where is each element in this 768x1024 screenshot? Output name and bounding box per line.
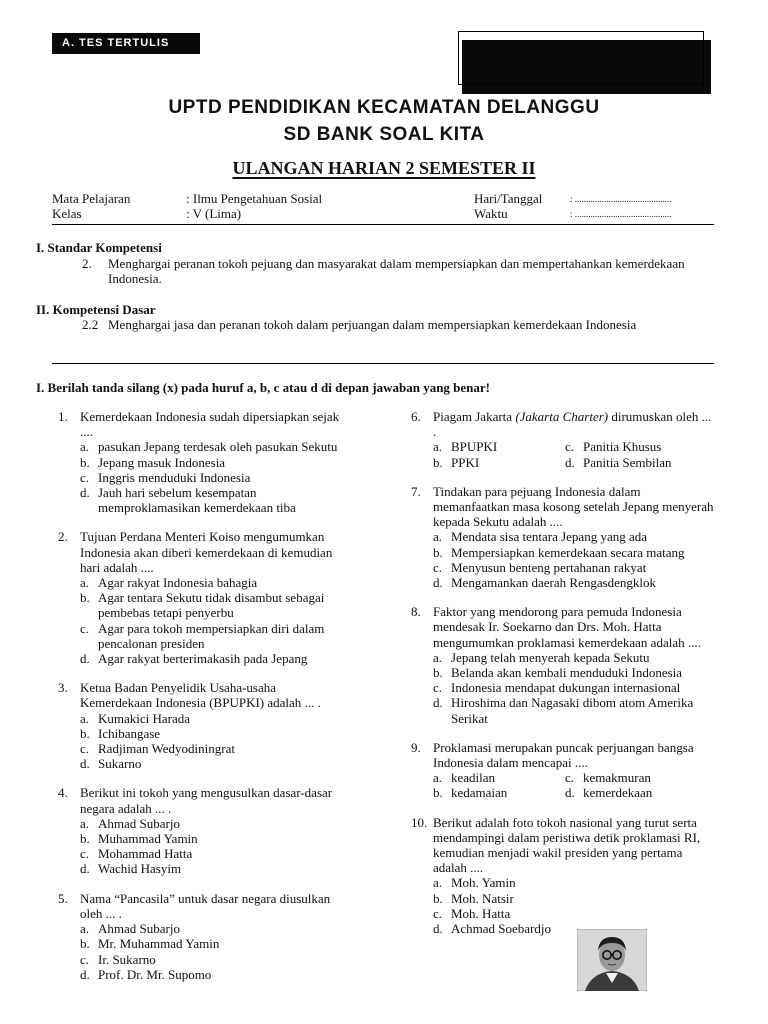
- option-d[interactable]: d. Panitia Sembilan: [565, 454, 672, 470]
- option-a[interactable]: a. keadilan: [433, 770, 496, 786]
- option-b[interactable]: b. Jepang masuk Indonesia: [80, 454, 226, 470]
- question-8: 8. Faktor yang mendorong para pemuda Indonesia mendesak Ir. Soekarno dan Drs. Moh. Hatta mengumumkan proklamasi kemerdekaan adalah .... a. Jepang telah menyerah kepada Sekutu b. Belanda akan kembali menduduki Indonesia c. Indonesia mendapat dukungan internasional d. Hiroshima dan Nagasaki dibom atom Amerika Serikat: [411, 604, 717, 726]
- divider-top: [52, 224, 714, 225]
- standar-heading: I. Standar Kompetensi: [36, 240, 162, 255]
- option-b[interactable]: b. Ichibangase: [80, 725, 161, 741]
- option-a[interactable]: a. BPUPKI: [433, 439, 498, 455]
- option-c[interactable]: c. Moh. Hatta: [433, 905, 511, 921]
- question-2: 2. Tujuan Perdana Menteri Koiso mengumumkan Indonesia akan diberi kemerdekaan di kemudian hari adalah .... a. Agar rakyat Indonesia bahagia b. Agar tentara Sekutu tidak disambut sebagai pembebas tetapi penyerbu c. Agar para tokoh mempersiapkan diri dalam pencalonan presiden d. Agar rakyat berterimakasih pada Jepang: [58, 529, 348, 666]
- option-c[interactable]: c. Menyusun benteng pertahanan rakyat: [433, 559, 647, 575]
- time-label: Waktu: [474, 206, 508, 221]
- option-c[interactable]: c. Ir. Sukarno: [80, 951, 156, 967]
- day-label: Hari/Tanggal: [474, 191, 543, 206]
- option-b[interactable]: b. kedamaian: [433, 785, 508, 801]
- option-b[interactable]: b. Muhammad Yamin: [80, 831, 198, 847]
- exam-title: ULANGAN HARIAN 2 SEMESTER II: [232, 158, 536, 178]
- standar-num: 2.: [82, 256, 92, 271]
- question-5: 5. Nama “Pancasila” untuk dasar negara diusulkan oleh ... . a. Ahmad Subarjo b. Mr. Muhammad Yamin c. Ir. Sukarno d. Prof. Dr. Mr. Supomo: [58, 891, 348, 982]
- option-b[interactable]: b. Mempersiapkan kemerdekaan secara matang: [433, 544, 685, 560]
- option-a[interactable]: a. Moh. Yamin: [433, 875, 516, 891]
- black-box-outline: [458, 31, 704, 85]
- option-c[interactable]: c. Mohammad Hatta: [80, 846, 193, 862]
- questions-right-column: [411, 409, 717, 950]
- option-a[interactable]: a. Ahmad Subarjo: [80, 921, 180, 937]
- kompetensi-heading: II. Kompetensi Dasar: [36, 302, 156, 317]
- section-tag: A. TES TERTULIS: [52, 33, 200, 54]
- option-d[interactable]: d. Jauh hari sebelum kesempatan memproklamasikan kemerdekaan tiba: [80, 485, 296, 516]
- question-4: 4. Berikut ini tokoh yang mengusulkan dasar-dasar negara adalah ... . a. Ahmad Subarjo b. Muhammad Yamin c. Mohammad Hatta d. Wachid Hasyim: [58, 785, 348, 876]
- option-d[interactable]: d. Sukarno: [80, 756, 142, 772]
- option-b[interactable]: b. PPKI: [433, 454, 480, 470]
- header-line1: UPTD PENDIDIKAN KECAMATAN DELANGGU: [168, 97, 600, 118]
- subject-label: Mata Pelajaran: [52, 191, 131, 206]
- option-a[interactable]: a. Ahmad Subarjo: [80, 815, 180, 831]
- option-c[interactable]: c. Radjiman Wedyodiningrat: [80, 741, 235, 757]
- question-1: 1. Kemerdekaan Indonesia sudah dipersiapkan sejak .... a. pasukan Jepang terdesak oleh pasukan Sekutu b. Jepang masuk Indonesia c. Inggris menduduki Indonesia d. Jauh hari sebelum kesempatan memproklamasikan kemerdekaan tiba: [58, 409, 348, 515]
- option-b[interactable]: b. Belanda akan kembali menduduki Indonesia: [433, 665, 683, 681]
- option-c[interactable]: c. Indonesia mendapat dukungan internasional: [433, 680, 681, 696]
- question-7: 7. Tindakan para pejuang Indonesia dalam memanfaatkan masa kosong setelah Jepang menyerah kepada Sekutu adalah .... a. Mendata sisa tentara Jepang yang ada b. Mempersiapkan kemerdekaan secara matang c. Menyusun benteng pertahanan rakyat d. Mengamankan daerah Rengasdengklok: [411, 484, 717, 590]
- option-c[interactable]: c. kemakmuran: [565, 770, 651, 786]
- kompetensi-num: 2.2: [82, 317, 99, 332]
- day-value: : ...........................................: [570, 194, 672, 204]
- option-b[interactable]: b. Agar tentara Sekutu tidak disambut sebagai pembebas tetapi penyerbu: [80, 590, 325, 621]
- time-value: : ...........................................: [570, 209, 672, 219]
- option-d[interactable]: d. Hiroshima dan Nagasaki dibom atom Amerika Serikat: [433, 695, 694, 726]
- option-d[interactable]: d. kemerdekaan: [565, 785, 653, 801]
- option-c[interactable]: c. Agar para tokoh mempersiapkan diri dalam pencalonan presiden: [80, 620, 325, 651]
- option-d[interactable]: d. Prof. Dr. Mr. Supomo: [80, 966, 212, 982]
- option-d[interactable]: d. Achmad Soebardjo: [433, 921, 552, 937]
- class-value: : V (Lima): [186, 206, 242, 221]
- kompetensi-text: Menghargai jasa dan peranan tokoh dalam perjuangan dalam mempersiapkan kemerdekaan Indonesia: [108, 317, 637, 332]
- option-d[interactable]: d. Agar rakyat berterimakasih pada Jepang: [80, 651, 308, 667]
- subject-value: : Ilmu Pengetahuan Sosial: [186, 191, 323, 206]
- class-label: Kelas: [52, 206, 82, 221]
- option-a[interactable]: a. Mendata sisa tentara Jepang yang ada: [433, 529, 648, 545]
- option-b[interactable]: b. Moh. Natsir: [433, 890, 514, 906]
- question-9: 9. Proklamasi merupakan puncak perjuangan bangsa Indonesia dalam mencapai .... a. keadilan c. kemakmuran b. kedamaian d. kemerdekaan: [411, 740, 717, 801]
- option-a[interactable]: a. Jepang telah menyerah kepada Sekutu: [433, 649, 650, 665]
- portrait-photo: [577, 929, 647, 991]
- option-d[interactable]: d. Wachid Hasyim: [80, 861, 182, 877]
- questions-left-column: [58, 409, 348, 996]
- question-6: 6. Piagam Jakarta (Jakarta Charter) dirumuskan oleh ... . a. BPUPKI c. Panitia Khusus b. PPKI d. Panitia Sembilan: [411, 409, 712, 470]
- option-a[interactable]: a. Kumakici Harada: [80, 710, 191, 726]
- question-3: 3. Ketua Badan Penyelidik Usaha-usaha Kemerdekaan Indonesia (BPUPKI) adalah ... . a. Kumakici Harada b. Ichibangase c. Radjiman Wedyodiningrat d. Sukarno: [58, 680, 348, 771]
- option-a[interactable]: a. pasukan Jepang terdesak oleh pasukan Sekutu: [80, 439, 338, 455]
- option-a[interactable]: a. Agar rakyat Indonesia bahagia: [80, 575, 258, 591]
- divider-bottom: [52, 363, 714, 364]
- option-c[interactable]: c. Inggris menduduki Indonesia: [80, 469, 251, 485]
- instruction: I. Berilah tanda silang (x) pada huruf a, b, c atau d di depan jawaban yang benar!: [36, 380, 491, 395]
- standar-text: Menghargai peranan tokoh pejuang dan masyarakat dalam mempersiapkan dan mempertahankan kemerdekaan Indonesia.: [108, 256, 685, 286]
- header-line2: SD BANK SOAL KITA: [283, 124, 485, 145]
- question-10: 10. Berikut adalah foto tokoh nasional yang turut serta mendampingi dalam peristiwa detik proklamasi RI, kemudian menjadi wakil presiden yang pertama adalah .... a. Moh. Yamin b. Moh. Natsir c. Moh. Hatta d. Achmad Soebardjo: [411, 815, 717, 937]
- option-d[interactable]: d. Mengamankan daerah Rengasdengklok: [433, 575, 657, 591]
- option-c[interactable]: c. Panitia Khusus: [565, 439, 662, 455]
- option-b[interactable]: b. Mr. Muhammad Yamin: [80, 936, 220, 952]
